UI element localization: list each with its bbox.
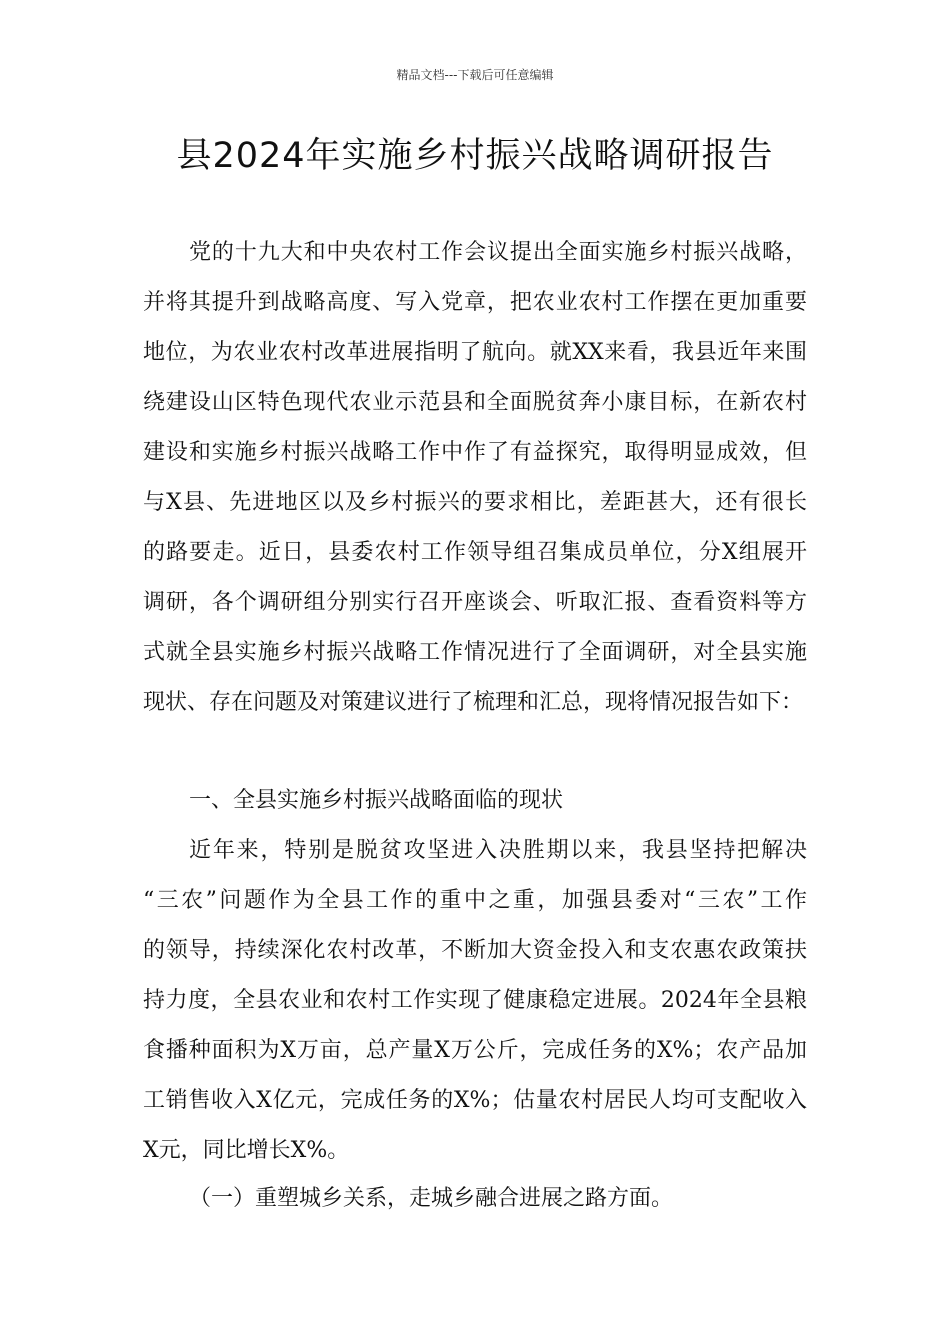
paragraph-line: 党的十九大和中央农村工作会议提出全面实施乡村振兴战略， bbox=[189, 240, 807, 265]
paragraph-line: X元，同比增长X%。 bbox=[143, 1138, 350, 1163]
paragraph-line: 地位，为农业农村改革进展指明了航向。就XX来看，我县近年来围 bbox=[143, 340, 807, 365]
paragraph-line: 食播种面积为X万亩，总产量X万公斤，完成任务的X%；农产品加 bbox=[143, 1038, 807, 1063]
document-title: 县2024年实施乡村振兴战略调研报告 bbox=[176, 136, 774, 176]
subsection-heading: （一）重塑城乡关系，走城乡融合进展之路方面。 bbox=[189, 1186, 674, 1211]
paragraph-line: 并将其提升到战略高度、写入党章，把农业农村工作摆在更加重要 bbox=[143, 290, 807, 315]
section-heading: 一、全县实施乡村振兴战略面临的现状 bbox=[189, 788, 564, 813]
paragraph-line: 近年来，特别是脱贫攻坚进入决胜期以来，我县坚持把解决 bbox=[189, 838, 807, 863]
paragraph-line: 绕建设山区特色现代农业示范县和全面脱贫奔小康目标，在新农村 bbox=[143, 390, 807, 415]
paragraph-line: “三农”问题作为全县工作的重中之重，加强县委对“三农”工作 bbox=[143, 888, 807, 913]
paragraph-line: 建设和实施乡村振兴战略工作中作了有益探究，取得明显成效，但 bbox=[143, 440, 807, 465]
paragraph-line: 的领导，持续深化农村改革，不断加大资金投入和支农惠农政策扶 bbox=[143, 938, 807, 963]
paragraph-line: 调研，各个调研组分别实行召开座谈会、听取汇报、查看资料等方 bbox=[143, 590, 807, 615]
paragraph-line: 式就全县实施乡村振兴战略工作情况进行了全面调研，对全县实施 bbox=[143, 640, 807, 665]
paragraph-line: 的路要走。近日，县委农村工作领导组召集成员单位，分X组展开 bbox=[143, 540, 807, 565]
paragraph-line: 工销售收入X亿元，完成任务的X%；估量农村居民人均可支配收入 bbox=[143, 1088, 807, 1113]
page-header-watermark: 精品文档---下载后可任意编辑 bbox=[396, 68, 554, 82]
paragraph-line: 持力度，全县农业和农村工作实现了健康稳定进展。2024年全县粮 bbox=[143, 988, 807, 1013]
paragraph-line: 与X县、先进地区以及乡村振兴的要求相比，差距甚大，还有很长 bbox=[143, 490, 807, 515]
paragraph-line: 现状、存在问题及对策建议进行了梳理和汇总，现将情况报告如下： bbox=[143, 690, 804, 715]
